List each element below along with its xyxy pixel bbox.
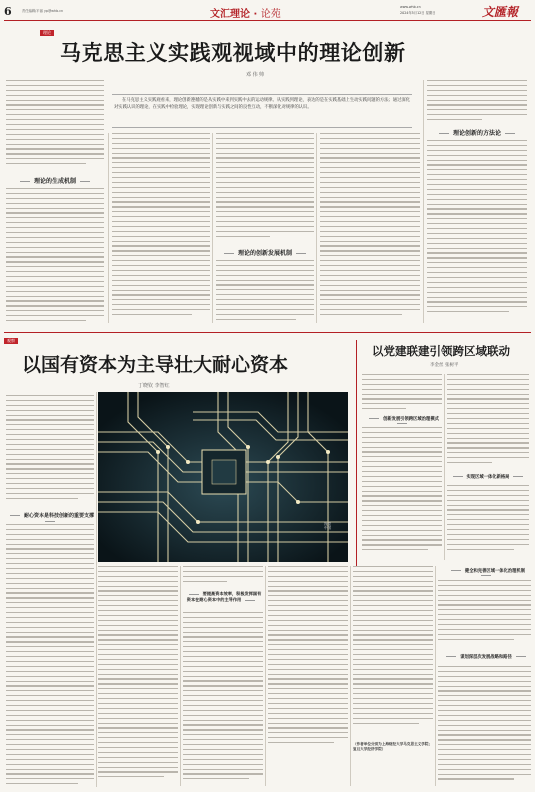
header-rule	[4, 20, 531, 21]
article2-tag: 观察	[4, 338, 18, 344]
article2-col2	[98, 566, 178, 786]
article1-col4	[320, 133, 420, 324]
section-sub: 论苑	[260, 9, 281, 20]
article1-author: 邓 伟 帅	[246, 72, 265, 78]
article2-subhead-1: 耐心资本是科技创新的重要支撑	[2, 512, 98, 525]
article2-col5	[353, 566, 433, 726]
article2-title: 以国有资本为主导壮大耐心资本	[22, 354, 289, 376]
article3-col3b	[438, 666, 531, 786]
article1-abstract: 在马克思主义实践观看来，理论创新遵循的是从实践中来到实践中去的运动规律。从实践到理论，表达的是在实践基础上生动实践问题的方法；通过深化对实践认识的理论，在实践中检验理论，实现理论创新与实践之间的良性互动，不断深化对规律的认识。	[114, 98, 410, 110]
article3-col3	[438, 580, 531, 650]
article3-author: 李金丝 张树平	[430, 363, 459, 368]
page-number: 6	[4, 5, 12, 18]
article3-title: 以党建联建引领跨区域联动	[372, 344, 510, 358]
article3-col2a	[447, 374, 529, 470]
article2-author: 丁晓钦 李智红	[138, 383, 170, 389]
article2-footnote: （作者单位分别为上海财经大学马克思主义学院；复旦大学经济学院）	[353, 742, 433, 752]
section-title: 文汇理论 · 论苑	[210, 9, 281, 20]
article1-col3b	[216, 260, 314, 324]
article1-col3	[216, 133, 314, 245]
article1-col5	[427, 140, 527, 324]
article2-col1	[6, 395, 94, 505]
article3-subhead-3: 健全和完善区域一体化治理机制	[438, 568, 534, 579]
photo-caption: 视觉中国	[324, 522, 331, 530]
section-name: 文汇理论	[210, 9, 250, 20]
article1-subhead-2: 理论的创新发展机制	[216, 248, 314, 257]
article3-col2b	[447, 485, 529, 559]
header-right-meta-top: www.whb.cn	[400, 5, 421, 9]
section-divider	[4, 332, 531, 333]
article2-col3a	[183, 566, 263, 588]
header-left-meta: 责任编辑/平丽 yp@whb.cn	[22, 9, 64, 13]
article2-photo	[98, 392, 348, 562]
article3-col1a	[362, 374, 442, 414]
article1-subhead-1: 理论的生成机制	[6, 176, 104, 185]
article1-abstract-box	[112, 94, 412, 128]
masthead-logo: 文匯報	[482, 5, 519, 19]
article1-title: 马克思主义实践观视域中的理论创新	[60, 41, 406, 65]
article2-col3	[183, 612, 263, 786]
circuit-board-image	[98, 392, 348, 562]
article1-col1-top	[6, 80, 104, 172]
article1-col1	[6, 188, 104, 324]
article3-subhead-4: 谋划深层次发展战略和路径	[438, 654, 534, 660]
article1-col2	[112, 133, 210, 324]
header-right-meta-bottom: 2024年5月12日 星期日	[400, 11, 436, 15]
article3-subhead-2: 实现区域一体化新格局	[445, 474, 531, 480]
article1-subhead-3: 理论创新的方法论	[427, 128, 527, 137]
article2-subhead-2: 要提高资本效率，积极发挥国有资本在耐心资本中的主导作用	[183, 591, 263, 603]
article2-col1b	[6, 524, 94, 786]
article2-col4	[268, 566, 348, 786]
article3-col1b	[362, 427, 442, 559]
article1-col5-top	[427, 80, 527, 125]
article1-tag: 理论	[40, 30, 54, 36]
article3-subhead-1: 创新发展引领跨区域治理模式	[358, 416, 446, 427]
